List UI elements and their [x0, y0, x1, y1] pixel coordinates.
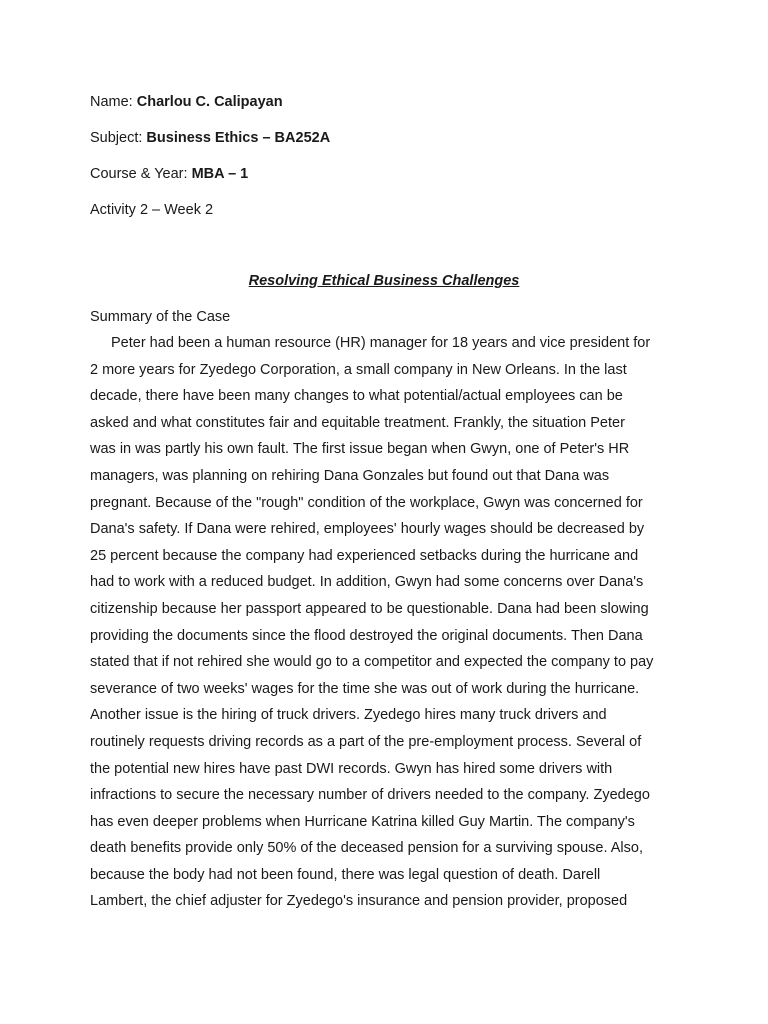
body-line: Dana's safety. If Dana were rehired, employees' hourly wages should be decreased by — [90, 521, 645, 538]
subject-value: Business Ethics – BA252A — [146, 130, 331, 146]
body-line: asked and what constitutes fair and equitable treatment. Frankly, the situation Peter — [90, 414, 625, 431]
name-label: Name: — [90, 94, 137, 110]
body-line: Lambert, the chief adjuster for Zyedego's insurance and pension provider, proposed — [90, 893, 628, 910]
body-line: Another issue is the hiring of truck drivers. Zyedego hires many truck drivers and — [90, 707, 607, 724]
body-line: 25 percent because the company had experienced setbacks during the hurricane and — [90, 547, 639, 564]
body-line: because the body had not been found, there was legal question of death. Darell — [90, 866, 601, 883]
body-line: severance of two weeks' wages for the time she was out of work during the hurricane. — [90, 680, 640, 697]
course-line — [90, 165, 248, 183]
document-title: Resolving Ethical Business Challenges — [248, 273, 520, 289]
name-line — [90, 93, 283, 111]
name-value: Charlou C. Calipayan — [136, 94, 283, 110]
course-value: MBA – 1 — [191, 166, 249, 182]
body-line: pregnant. Because of the "rough" condition of the workplace, Gwyn was concerned for — [90, 494, 643, 511]
body-line: routinely requests driving records as a part of the pre-employment process. Several of — [90, 733, 642, 750]
body-text — [90, 334, 690, 919]
body-line: death benefits provide only 50% of the deceased pension for a surviving spouse. Also, — [90, 840, 643, 857]
body-line: providing the documents since the flood destroyed the original documents. Then Dana — [90, 627, 643, 644]
activity-line: Activity 2 – Week 2 — [90, 202, 214, 218]
body-line: 2 more years for Zyedego Corporation, a small company in New Orleans. In the last — [90, 361, 627, 378]
section-heading: Summary of the Case — [90, 309, 231, 325]
course-label: Course & Year: — [90, 166, 192, 182]
body-line: the potential new hires have past DWI records. Gwyn has hired some drivers with — [90, 760, 613, 777]
subject-label: Subject: — [90, 130, 147, 146]
body-line: managers, was planning on rehiring Dana Gonzales but found out that Dana was — [90, 467, 610, 484]
body-line: stated that if not rehired she would go to a competitor and expected the company to pay — [90, 654, 654, 671]
body-line: was in was partly his own fault. The first issue began when Gwyn, one of Peter's HR — [90, 441, 630, 458]
subject-line — [90, 129, 330, 147]
body-line: infractions to secure the necessary number of drivers needed to the company. Zyedego — [90, 787, 650, 804]
body-line: had to work with a reduced budget. In addition, Gwyn had some concerns over Dana's — [90, 574, 644, 591]
body-line: has even deeper problems when Hurricane Katrina killed Guy Martin. The company's — [90, 813, 635, 830]
body-line: citizenship because her passport appeared to be questionable. Dana had been slowing — [90, 600, 649, 617]
body-line: decade, there have been many changes to what potential/actual employees can be — [90, 388, 623, 405]
body-line: Peter had been a human resource (HR) manager for 18 years and vice president for — [111, 335, 651, 351]
